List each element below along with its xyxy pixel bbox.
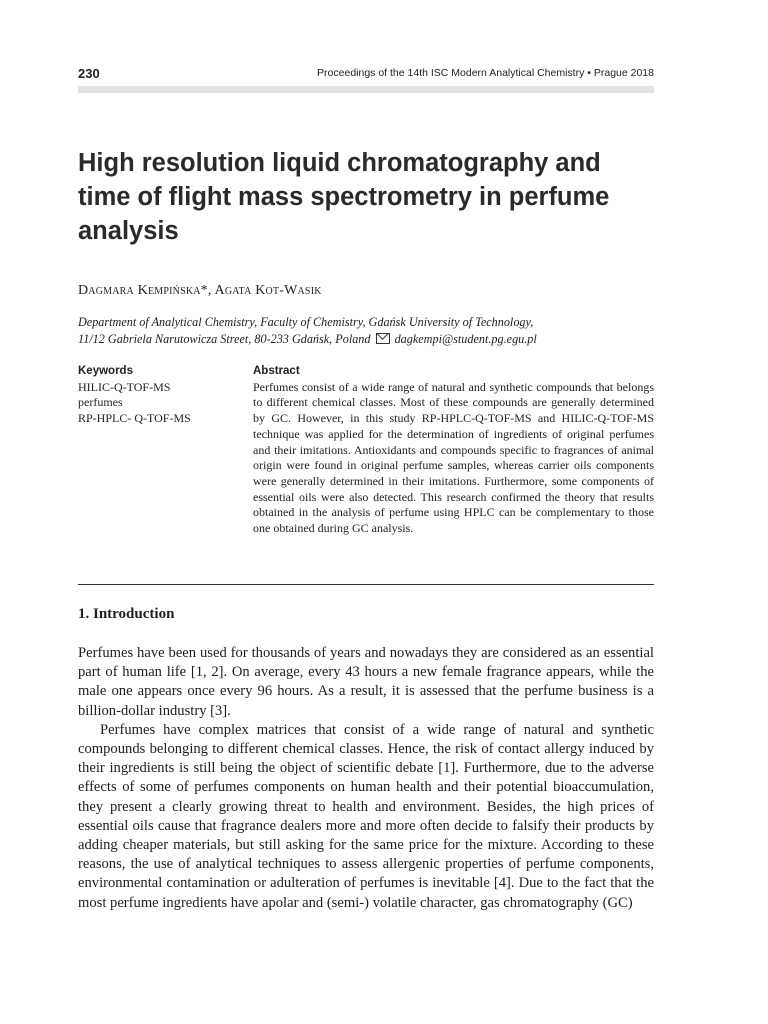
abstract-block [253,364,654,537]
abstract-text: Perfumes consist of a wide range of natural and synthetic compounds that belongs to different chemical classes. Most of these compounds are generally determined by GC. However, in this study RP-HPLC-Q-TOF-MS and HILIC-Q-TOF-MS technique was applied for the determination of ingredients of original perfumes and their imitations. Antioxidants and compounds specific to fragrances of animal origin were found in original perfume samples, whereas carrier oils components were generally determined in their imitations. Furthermore, some components of essential oils were also detected. This research confirmed the theory that results obtained in the analysis of perfume using HPLC can be complementary to those one obtained during GC analysis. [253,379,654,536]
paper-title: High resolution liquid chromatography and time of flight mass spectrometry in perfume analysis [78,149,610,245]
abstract-heading: Abstract [253,365,300,377]
keyword-item: HILIC-Q-TOF-MS [78,379,171,394]
affiliation-line-2 [78,331,654,348]
affiliation [78,314,654,348]
body-paragraph: Perfumes have complex matrices that consist of a wide range of natural and synthetic compounds belonging to different chemical classes. Hence, the risk of contact allergy induced by their ingredients is still being the object of scientific debate [1]. Furthermore, due to the adverse effects of some of perfumes components on human health and their potential bioaccumulation, they present a clearly growing threat to health and environment. Besides, the high prices of essential oils cause that fragrance dealers more and more often decide to falsify their products by adding cheaper materials, but still asking for the same price for the mixture. According to these reasons, the use of analytical techniques to assess allergenic properties of perfume components, environmental contamination or adulteration of perfumes is inevitable [4]. Due to the fact that the most perfume ingredients have apolar and (semi-) volatile character, gas chromatography (GC) [78,721,654,911]
envelope-icon [376,333,390,344]
running-head [78,66,654,84]
authors: Dagmara Kempińska*, Agata Kot-Wasik [78,283,322,298]
section-heading-introduction: 1. Introduction [78,606,175,622]
body-paragraph: Perfumes have been used for thousands of years and nowadays they are considered as an essential part of human life [1, 2]. On average, every 43 hours a new female fragrance appears, while the male one appears once every 96 hours. As a result, it is assessed that the perfume business is a billion-dollar industry [3]. [78,645,654,719]
introduction-body [78,644,654,913]
keyword-item: RP-HPLC- Q-TOF-MS [78,411,191,426]
header-rule [78,86,654,93]
keyword-item: perfumes [78,395,123,410]
page-number: 230 [78,66,100,81]
section-divider [78,584,654,585]
running-title: Proceedings of the 14th ISC Modern Analytical Chemistry • Prague 2018 [317,67,654,79]
affiliation-address: 11/12 Gabriela Narutowicza Street, 80-233 Gdańsk, Poland [78,332,371,346]
affiliation-line-1: Department of Analytical Chemistry, Faculty of Chemistry, Gdańsk University of Technology, [78,315,534,329]
keywords-block [78,364,238,427]
author-email[interactable]: dagkempi@student.pg.egu.pl [394,332,537,346]
keywords-heading: Keywords [78,365,133,377]
